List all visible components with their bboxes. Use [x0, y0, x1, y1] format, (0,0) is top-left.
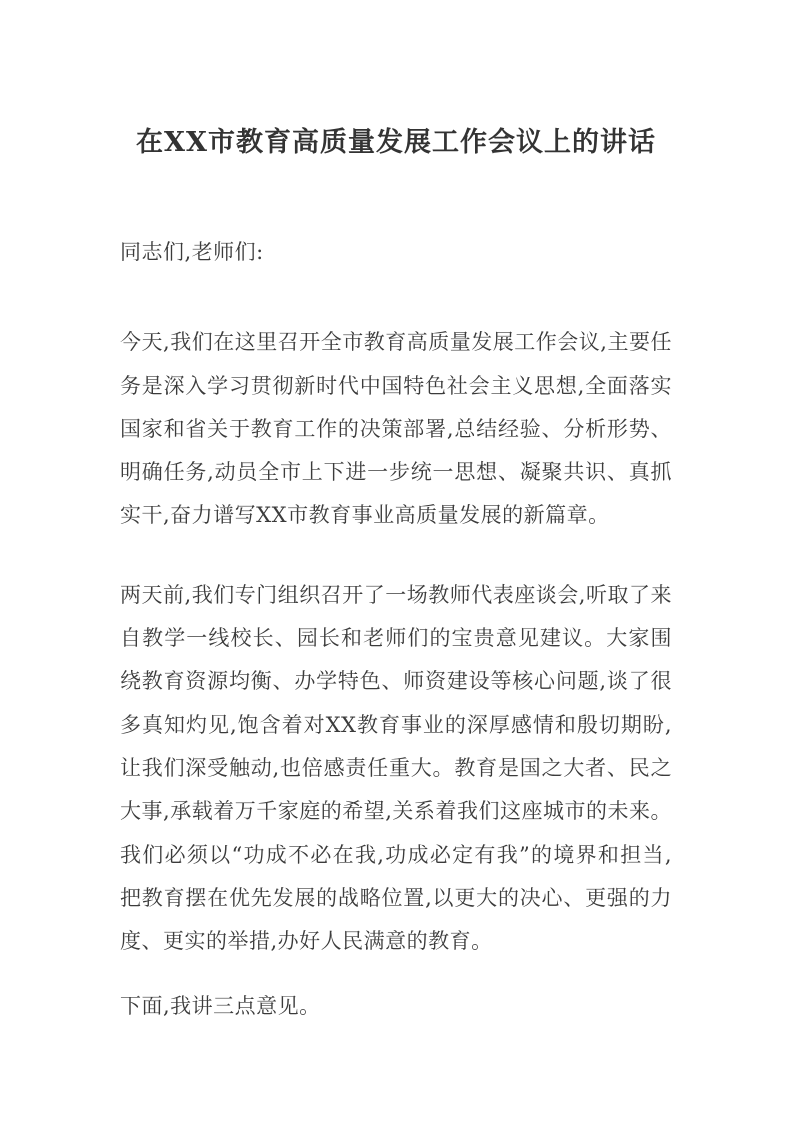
document-content	[120, 0, 672, 1029]
paragraph-transition: 下面,我讲三点意见。	[120, 994, 321, 1019]
document-title: 在XX市教育高质量发展工作会议上的讲话	[136, 127, 656, 158]
paragraph-symposium: 两天前,我们专门组织召开了一场教师代表座谈会,听取了来自教学一线校长、园长和老师们的宝贵意见建议。大家围绕教育资源均衡、办学特色、师资建设等核心问题,谈了很多真知灼见,饱含着对XX教育事业的深厚感情和殷切期盼,让我们深受触动,也倍感责任重大。教育是国之大者、民之大事,承载着万千家庭的希望,关系着我们这座城市的未来。我们必须以“功成不必在我,功成必定有我”的境界和担当,把教育摆在优先发展的战略位置,以更大的决心、更强的力度、更实的举措,办好人民满意的教育。	[120, 582, 672, 954]
paragraph-opening: 今天,我们在这里召开全市教育高质量发展工作会议,主要任务是深入学习贯彻新时代中国特色社会主义思想,全面落实国家和省关于教育工作的决策部署,总结经验、分析形势、明确任务,动员全市上下进一步统一思想、凝聚共识、真抓实干,奋力谱写XX市教育事业高质量发展的新篇章。	[120, 330, 672, 528]
salutation-line: 同志们,老师们:	[120, 240, 264, 264]
